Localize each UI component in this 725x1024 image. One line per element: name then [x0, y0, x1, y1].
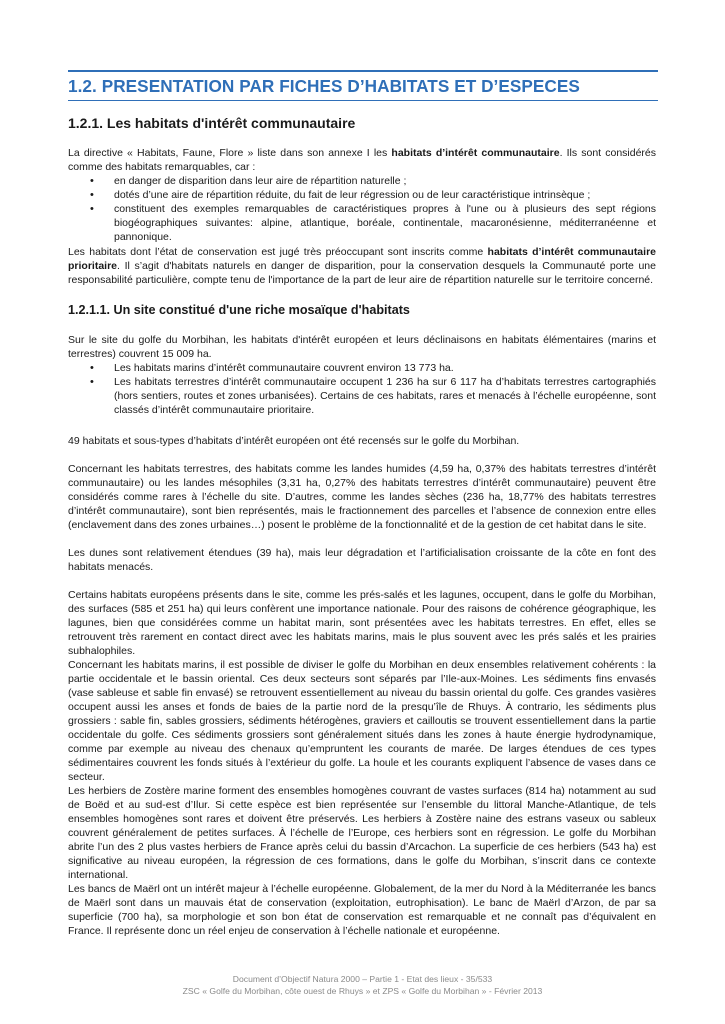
- footer-line-1: Document d’Objectif Natura 2000 – Partie 1 - Etat des lieux - 35/533: [232, 974, 493, 984]
- list-item: • Les habitats marins d’intérêt communautaire couvrent environ 13 773 ha.: [114, 361, 656, 375]
- list-item: • en danger de disparition dans leur aire de répartition naturelle ;: [114, 174, 656, 188]
- paragraph-text: Les herbiers de Zostère marine forment des ensembles homogènes couvrant de vastes surfaces (814 ha) notamment au sud de Boëd et au sud-est d’Ilur. Si cette espèce est bien représentée sur l’ensemble du littoral Manche-Atlantique, de tels ensembles homogènes sont rares et doivent être préservés. Les herbiers à Zostère naine des estrans vaseux ou sableux couvrent généralement de petites surfaces. À l’échelle de l’Europe, ces herbiers sont en régression. Le golfe du Morbihan abrite l’un des 2 plus vastes herbiers de France après celui du bassin d’Arcachon. La superficie de ces herbiers (543 ha) est significative au niveau européen, la régression de ces formations, dans le golfe du Morbihan, s’inscrit dans ce contexte international.: [68, 785, 656, 881]
- intro-bullet-list: [68, 174, 656, 244]
- intro-block: [68, 146, 656, 244]
- list-item: • dotés d’une aire de répartition réduite, du fait de leur régression ou de leur caractéristique intrinsèque ;: [114, 188, 656, 202]
- paragraph-text: Les dunes sont relativement étendues (39 ha), mais leur dégradation et l’artificialisation croissante de la côte en font des habitats menacés.: [68, 547, 656, 573]
- paragraph-text: Concernant les habitats marins, il est possible de diviser le golfe du Morbihan en deux ensembles relativement cohérents : la partie occidentale et le bassin oriental. Ces deux secteurs sont séparés par l’Ile-aux-Moines. Les sédiments fins envasés (vase sableuse et sable fin envasé) se retrouvent essentiellement au niveau du bassin oriental du golfe. Ces grandes vasières occupent aussi les anses et fonds de baies de la partie nord de la presqu’île de Rhuys. À contrario, les sédiments plus grossiers : sable fin, sables grossiers, sédiments hétérogènes, graviers et cailloutis se trouvent essentiellement dans la partie occidentale du golfe. Ces sédiments grossiers sont généralement situés dans les zones à haute énergie hydrodynamique, comme par exemple au niveau des chenaux qu’empruntent les courants de marée. De larges étendues de ces types sédimentaires couvrent les fonds situés à l’extérieur du golfe. La houle et les courants expliquent l’absence de vases dans ce secteur.: [68, 659, 656, 783]
- list-item: • constituent des exemples remarquables de caractéristiques propres à l'une ou à plusieurs des sept régions biogéographiques suivantes: alpine, atlantique, boréale, continentale, macaronésienne, méditerranéenne et pannonique.: [114, 202, 656, 244]
- paragraph-habitats-marins: [68, 658, 656, 784]
- paragraph-count: [68, 434, 656, 448]
- site-block: [68, 333, 656, 417]
- paragraph-text: Certains habitats européens présents dans le site, comme les prés-salés et les lagunes, occupent, dans le golfe du Morbihan, des surfaces (585 et 251 ha) qui leurs confèrent une importance nationale. Pour des raisons de cohérence géographique, les lagunes, bien que considérées comme un habitat marin, sont présentées avec les habitats terrestres. En effet, elles se retrouvent très rarement en contact direct avec les habitats marins, mais le plus souvent avec les prés salés et les prairies subhalophiles.: [68, 589, 656, 657]
- section-heading-1-2: 1.2. PRESENTATION PAR FICHES D’HABITATS ET D’ESPECES: [68, 70, 658, 101]
- site-bullet-list: [68, 361, 656, 417]
- paragraph-pres-sales: [68, 588, 656, 658]
- paragraph-dunes: [68, 546, 656, 574]
- page-footer: [0, 974, 725, 997]
- section-heading-1-2-1: 1.2.1. Les habitats d'intérêt communautaire: [68, 115, 356, 131]
- paragraph-herbiers: [68, 784, 656, 882]
- paragraph-maerl: [68, 882, 656, 938]
- prioritaire-block: [68, 245, 656, 287]
- intro-text-end: . Ils sont considérés comme des habitats remarquables, car :: [68, 147, 657, 173]
- prioritaire-paragraph: [68, 245, 656, 287]
- paragraph-habitats-terrestres: [68, 462, 656, 532]
- prioritaire-bold: habitats d’intérêt communautaire prioritaire: [68, 246, 656, 272]
- intro-paragraph: [68, 146, 656, 174]
- list-item: • Les habitats terrestres d’intérêt communautaire occupent 1 236 ha sur 6 117 ha d’habitats terrestres cartographiés (hors sentiers, routes et zones urbanisées). Certains de ces habitats, rares et menacés à l’échelle européenne, sont classés d’intérêt communautaire prioritaire.: [114, 375, 656, 417]
- prioritaire-text-end: . Il s’agit d'habitats naturels en danger de disparition, pour la conservation desquels la Communauté porte une responsabilité particulière, compte tenu de l'importance de la part de leur aire de répartition naturelle sur le territoire concerné.: [68, 260, 656, 286]
- intro-text: La directive « Habitats, Faune, Flore » liste dans son annexe I les: [68, 147, 392, 159]
- paragraph-text: Concernant les habitats terrestres, des habitats comme les landes humides (4,59 ha, 0,37% des habitats terrestres d’intérêt communautaire) ou les landes mésophiles (3,31 ha, 0,27% des habitats terrestres d’intérêt communautaire) peuvent être considérés comme rares à l’échelle du site. D’autres, comme les landes sèches (236 ha, 18,77% des habitats terrestres d’intérêt communautaire), sont bien représentés, mais le fractionnement des parcelles et l’absence de connexion entre elles (enclavement dans des zones urbaines…) posent le problème de la fonctionnalité et de la gestion de cet habitat dans le site.: [68, 463, 656, 531]
- site-intro-paragraph: Sur le site du golfe du Morbihan, les habitats d'intérêt européen et leurs déclinaisons en habitats élémentaires (marins et terrestres) couvrent 15 009 ha.: [68, 334, 656, 360]
- paragraph-text: 49 habitats et sous-types d’habitats d’intérêt européen ont été recensés sur le golfe du Morbihan.: [68, 435, 520, 447]
- paragraph-text: Les bancs de Maërl ont un intérêt majeur à l’échelle européenne. Globalement, de la mer du Nord à la Méditerranée les bancs de Maërl sont dans un mauvais état de conservation (exploitation, eutrophisation). Le banc de Maërl d’Arzon, de par sa superficie (700 ha), sa morphologie et son bon état de conservation est remarquable et ne connaît pas d’équivalent en France. Il représente donc un réel enjeu de conservation à l’échelle nationale et européenne.: [68, 883, 656, 937]
- prioritaire-text: Les habitats dont l’état de conservation est jugé très préoccupant sont inscrits comme: [68, 246, 488, 258]
- section-heading-1-2-1-1: 1.2.1.1. Un site constitué d'une riche mosaïque d'habitats: [68, 303, 410, 317]
- footer-line-2: ZSC « Golfe du Morbihan, côte ouest de Rhuys » et ZPS « Golfe du Morbihan » - Février 2013: [182, 985, 543, 996]
- intro-bold: habitats d’intérêt communautaire: [391, 147, 560, 159]
